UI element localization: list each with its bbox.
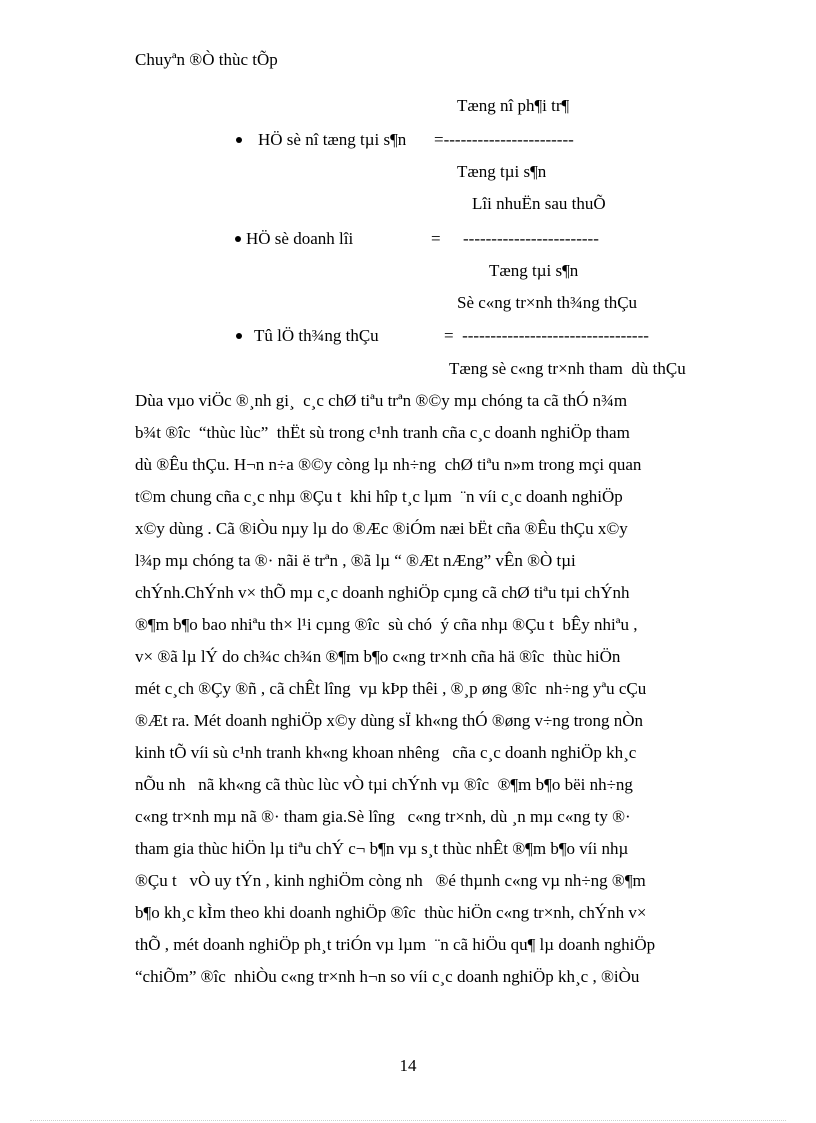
paragraph-line: tham gia thùc hiÖn lµ tiªu chÝ c¬ b¶n vµ s¸t thùc nhÊt ®¶m b¶o víi nhµ (135, 839, 629, 858)
paragraph-line: v× ®ã lµ lÝ do ch¾c ch¾n ®¶m b¶o c«ng tr×nh cña hä ®îc thùc hiÖn (135, 647, 621, 666)
bullet-icon (235, 236, 241, 242)
page-bottom-divider (30, 1120, 786, 1121)
bullet-icon (236, 333, 242, 339)
paragraph-line: b¾t ®îc “thùc lùc” thËt sù trong c¹nh tranh cña c¸c doanh nghiÖp tham (135, 423, 630, 442)
formula-2-numerator: Lîi nhuËn sau thuÕ (472, 194, 606, 213)
page-number: 14 (399, 1056, 417, 1075)
formula-3-numerator: Sè c«ng tr×nh th¾ng thÇu (457, 293, 638, 312)
formula-2-equals: = (431, 229, 441, 248)
formula-3-fraction-bar: = --------------------------------- (444, 326, 649, 345)
formula-3-label: Tû lÖ th¾ng thÇu (254, 326, 379, 345)
formula-3-denominator: Tæng sè c«ng tr×nh tham dù thÇu (449, 359, 686, 378)
paragraph-line: nÕu nh nã kh«ng cã thùc lùc vÒ tµi chÝnh vµ ®îc ®¶m b¶o bëi nh÷ng (135, 775, 633, 794)
paragraph-line: b¶o kh¸c kÌm theo khi doanh nghiÖp ®îc thùc hiÖn c«ng tr×nh, chÝnh v× (135, 903, 647, 922)
paragraph-line: chÝnh.ChÝnh v× thÕ mµ c¸c doanh nghiÖp cµng cã chØ tiªu tµi chÝnh (135, 583, 630, 602)
paragraph-line: t©m chung cña c¸c nhµ ®Çu t khi hîp t¸c lµm ¨n víi c¸c doanh nghiÖp (135, 487, 623, 506)
formula-1-numerator: Tæng nî ph¶i tr¶ (457, 96, 570, 115)
paragraph-line: ®Çu t vÒ uy tÝn , kinh nghiÖm còng nh ®é thµnh c«ng vµ nh÷ng ®¶m (135, 871, 646, 890)
paragraph-line: ®Æt ra. Mét doanh nghiÖp x©y dùng sÏ kh«ng thÓ ®øng v÷ng trong nÒn (135, 711, 643, 730)
paragraph-line: mét c¸ch ®Çy ®ñ , cã chÊt lîng vµ kÞp thêi , ®¸p øng ®îc nh÷ng yªu cÇu (135, 679, 647, 698)
paragraph-line: kinh tÕ víi sù c¹nh tranh kh«ng khoan nhêng cña c¸c doanh nghiÖp kh¸c (135, 743, 637, 762)
paragraph-line: ®¶m b¶o bao nhiªu th× l¹i cµng ®îc sù chó ý cña nhµ ®Çu t bÊy nhiªu , (135, 615, 638, 634)
formula-2-denominator: Tæng tµi s¶n (489, 261, 579, 280)
paragraph-line: c«ng tr×nh mµ nã ®· tham gia.Sè lîng c«ng tr×nh, dù ¸n mµ c«ng ty ®· (135, 807, 631, 826)
formula-2-label: HÖ sè doanh lîi (246, 229, 354, 248)
paragraph-line: l¾p mµ chóng ta ®· nãi ë trªn , ®ã lµ “ ®Æt nÆng” vÊn ®Ò tµi (135, 551, 576, 570)
paragraph-line: thÕ , mét doanh nghiÖp ph¸t triÓn vµ lµm ¨n cã hiÖu qu¶ lµ doanh nghiÖp (135, 935, 656, 954)
formula-1-fraction-bar: =----------------------- (434, 130, 574, 149)
formula-1-label: HÖ sè nî tæng tµi s¶n (258, 130, 407, 149)
page-heading: Chuyªn ®Ò thùc tÕp (135, 50, 278, 69)
paragraph-line: dù ®Êu thÇu. H¬n n÷a ®©y còng lµ nh÷ng chØ tiªu n»m trong mçi quan (135, 455, 642, 474)
paragraph-line: x©y dùng . Cã ®iÒu nµy lµ do ®Æc ®iÓm næi bËt cña ®Êu thÇu x©y (135, 519, 628, 538)
paragraph-line: Dùa vµo viÖc ®¸nh gi¸ c¸c chØ tiªu trªn ®©y mµ chóng ta cã thÓ n¾m (135, 391, 628, 410)
bullet-icon (236, 137, 242, 143)
formula-1-denominator: Tæng tµi s¶n (457, 162, 547, 181)
paragraph-line: “chiÕm” ®îc nhiÒu c«ng tr×nh h¬n so víi c¸c doanh nghiÖp kh¸c , ®iÒu (135, 967, 640, 986)
formula-2-fraction-bar: ------------------------ (463, 229, 599, 248)
